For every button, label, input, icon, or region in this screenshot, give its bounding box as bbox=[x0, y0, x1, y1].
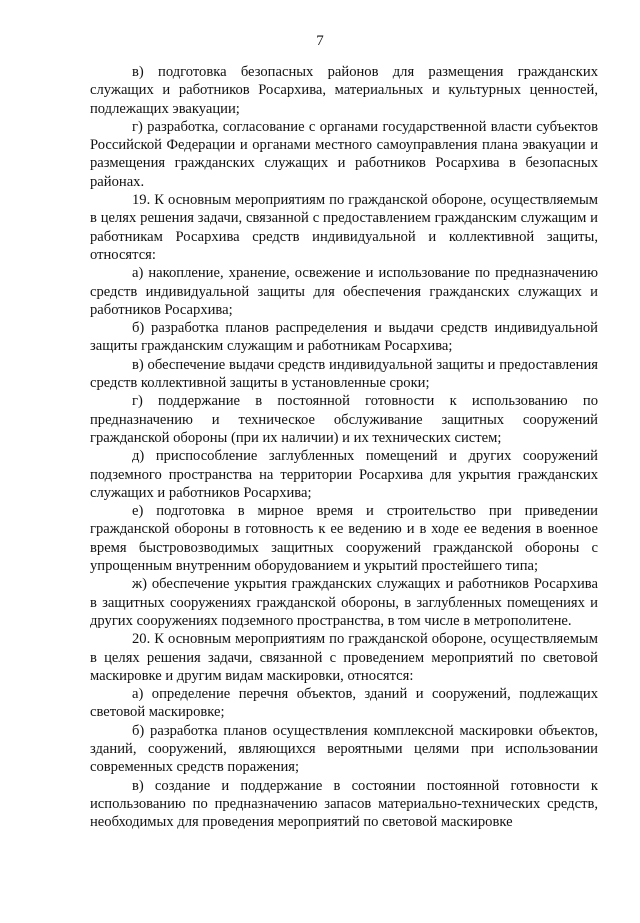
paragraph-19g: г) поддержание в постоянной готовности к использованию по предназначению и техническое обслуживание защитных сооружений гражданской обороны (при их наличии) и их технических систем; bbox=[90, 393, 598, 446]
paragraph-19a: а) накопление, хранение, освежение и использование по предназначению средств индивидуальной защиты для обеспечения гражданских служащих и работников Росархива; bbox=[90, 265, 598, 318]
paragraph-19v: в) обеспечение выдачи средств индивидуальной защиты и предоставления средств коллективной защиты в установленные сроки; bbox=[90, 356, 598, 392]
paragraph-20a: а) определение перечня объектов, зданий и сооружений, подлежащих световой маскировке; bbox=[90, 686, 598, 721]
paragraph-19: 19. К основным мероприятиям по гражданской обороне, осуществляемым в целях решения задачи, связанной с предоставлением гражданским служащим и работникам Росархива средств индивидуальной и коллективной защиты, относятся: bbox=[90, 192, 598, 263]
paragraph-3g: г) разработка, согласование с органами государственной власти субъектов Российской Федерации и органами местного самоуправления плана эвакуации и размещения гражданских служащих и работников Росархива в безопасных районах. bbox=[90, 118, 598, 190]
paragraph-20: 20. К основным мероприятиям по гражданской обороне, осуществляемым в целях решения задачи, связанной с проведением мероприятий по световой маскировке и другим видам маскировки, относятся: bbox=[90, 631, 598, 684]
page-number: 7 bbox=[316, 33, 324, 49]
paragraph-19zh: ж) обеспечение укрытия гражданских служащих и работников Росархива в защитных сооружениях гражданской обороны, в заглубленных помещениях и других сооружениях подземного пространства, в том числе в метрополитене. bbox=[90, 576, 598, 629]
paragraph-19e: е) подготовка в мирное время и строительство при приведении гражданской обороны в готовность к ее ведению и в ходе ее ведения в военное время быстровозводимых защитных сооружений гражданской обороны с упрощенным внутренним оборудованием и укрытий простейшего типа; bbox=[90, 503, 598, 575]
paragraph-20b: б) разработка планов осуществления комплексной маскировки объектов, зданий, сооружений, являющихся вероятными целями при использовании современных средств поражения; bbox=[90, 722, 598, 776]
paragraph-3v: в) подготовка безопасных районов для размещения гражданских служащих и работников Росархива, материальных и культурных ценностей, подлежащих эвакуации; bbox=[90, 64, 598, 117]
paragraph-20v: в) создание и поддержание в состоянии постоянной готовности к использованию по предназначению запасов материально-технических средств, необходимых для проведения мероприятий по световой маскировке bbox=[90, 777, 598, 831]
document-body bbox=[90, 63, 598, 831]
paragraph-19d: д) приспособление заглубленных помещений и других сооружений подземного пространства на территории Росархива для укрытия гражданских служащих и работников Росархива; bbox=[90, 448, 598, 501]
paragraph-19b: б) разработка планов распределения и выдачи средств индивидуальной защиты гражданским служащим и работникам Росархива; bbox=[90, 320, 598, 355]
